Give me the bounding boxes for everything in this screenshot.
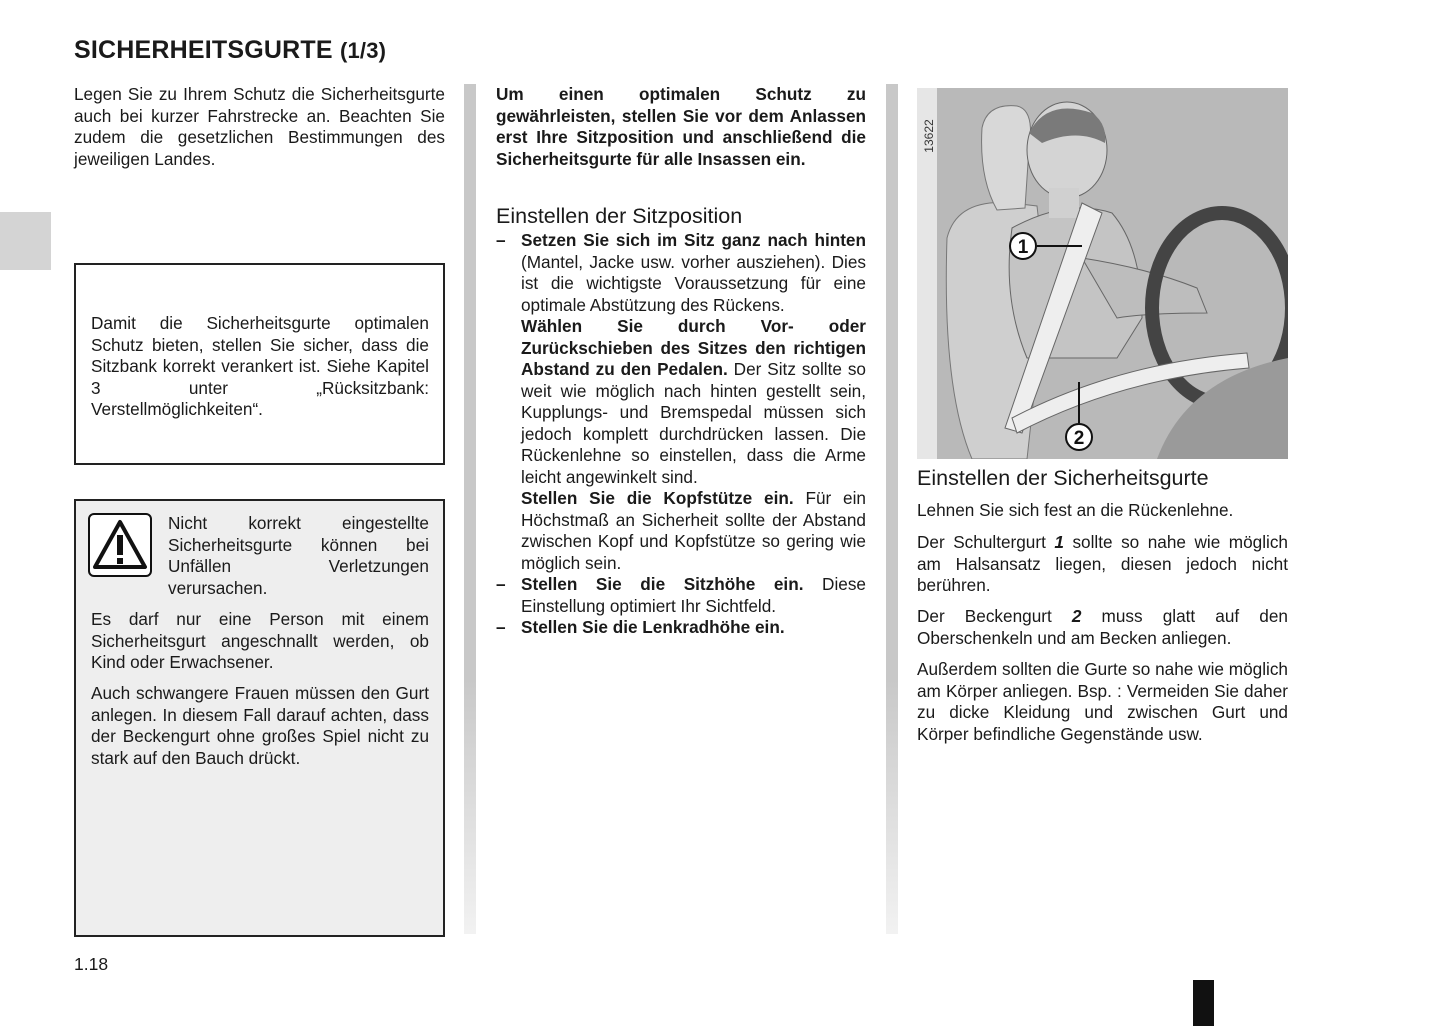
callout-2: 2 bbox=[1073, 428, 1085, 449]
list-dash: – bbox=[496, 574, 506, 594]
list-item-text: Für ein Höchstmaß an Sicherheit sollte der Abstand zwischen Kopf und Kopfstütze so gering wie möglich sein. bbox=[521, 488, 866, 573]
figure-number: 13622 bbox=[922, 119, 936, 153]
warning-triangle-icon bbox=[88, 513, 152, 577]
column-divider bbox=[886, 84, 898, 934]
section-heading-seat-position: Einstellen der Sitzposition bbox=[496, 204, 743, 228]
list-dash: – bbox=[496, 230, 506, 250]
seat-position-list bbox=[496, 230, 866, 639]
page-title-main: SICHERHEITSGURTE bbox=[74, 36, 333, 64]
list-item bbox=[496, 230, 866, 574]
list-item bbox=[496, 574, 866, 617]
text-run: sollte so nahe wie möglich am Halsansatz liegen, diesen jedoch nicht berühren. bbox=[917, 532, 1288, 595]
list-item-bold: Wählen Sie durch Vor- oder Zurückschieben des Sitzes den richtigen Abstand zu den Pedalen. bbox=[521, 316, 866, 379]
list-item-text: Der Sitz sollte so weit wie möglich nach hinten gestellt sein, Kupplungs- und Bremspedal müssen sich jedoch komplett durchdrücken lassen. Die Rückenlehne so einstellen, dass die Arme leicht angewinkelt sind. bbox=[521, 359, 866, 487]
seatbelt-paragraph-3 bbox=[917, 606, 1288, 649]
column-divider bbox=[464, 84, 476, 934]
seatbelt-paragraph-2 bbox=[917, 532, 1288, 597]
warning-text-3: Auch schwangere Frauen müssen den Gurt anlegen. In diesem Fall darauf achten, dass der Beckengurt ohne großes Spiel nicht zu stark auf den Bauch drückt. bbox=[91, 683, 429, 768]
text-run: muss glatt auf den Oberschenkeln und am Becken anliegen. bbox=[917, 606, 1288, 648]
text-run: Der Beckengurt bbox=[917, 606, 1072, 626]
list-item-bold: Stellen Sie die Sitzhöhe ein. bbox=[521, 574, 804, 594]
callout-1: 1 bbox=[1017, 237, 1029, 258]
page-number: 1.18 bbox=[74, 954, 109, 974]
intro-bold-paragraph: Um einen optimalen Schutz zu gewährleisten, stellen Sie vor dem Anlassen erst Ihre Sitzposition und anschließend die Sicherheitsgurte für alle Insassen ein. bbox=[496, 84, 866, 169]
text-run: Der Schultergurt bbox=[917, 532, 1055, 552]
section-heading-seatbelts: Einstellen der Sicherheitsgurte bbox=[917, 466, 1209, 490]
list-item-text: Diese Einstellung optimiert Ihr Sichtfeld. bbox=[521, 574, 866, 616]
seatbelt-paragraph-4: Außerdem sollten die Gurte so nahe wie möglich am Körper anliegen. Bsp. : Vermeiden Sie daher zu dicke Kleidung und zwischen Gurt und Körper befindliche Gegenstände usw. bbox=[917, 659, 1288, 744]
page-title bbox=[74, 36, 386, 65]
seatbelt-illustration bbox=[917, 88, 1288, 459]
list-dash: – bbox=[496, 617, 506, 637]
warning-text-2: Es darf nur eine Person mit einem Sicherheitsgurt angeschnallt werden, ob Kind oder Erwachsener. bbox=[91, 609, 429, 672]
warning-text-1: Nicht korrekt eingestellte Sicherheitsgurte können bei Unfällen Verletzungen verursachen. bbox=[168, 513, 429, 598]
list-item-bold: Setzen Sie sich im Sitz ganz nach hinten bbox=[521, 230, 866, 250]
callout-reference-2: 2 bbox=[1071, 606, 1082, 626]
list-item bbox=[496, 617, 866, 639]
page-title-part: (1/3) bbox=[339, 38, 387, 63]
callout-reference-1: 1 bbox=[1054, 532, 1064, 552]
list-item-text: (Mantel, Jacke usw. vorher ausziehen). Dies ist die wichtigste Voraussetzung für eine optimale Abstützung des Rückens. bbox=[521, 251, 866, 315]
intro-paragraph: Legen Sie zu Ihrem Schutz die Sicherheitsgurte auch bei kurzer Fahrstrecke an. Beachten Sie zudem die gesetzlichen Bestimmungen des jeweiligen Landes. bbox=[74, 84, 445, 169]
chapter-side-tab bbox=[0, 212, 51, 270]
warning-box bbox=[74, 499, 445, 937]
list-item-bold: Stellen Sie die Lenkradhöhe ein. bbox=[521, 617, 785, 637]
seatbelt-paragraph-1: Lehnen Sie sich fest an die Rückenlehne. bbox=[917, 500, 1234, 520]
list-item-bold: Stellen Sie die Kopfstütze ein. bbox=[521, 488, 794, 508]
info-box bbox=[74, 263, 445, 465]
chapter-edge-marker bbox=[1193, 980, 1214, 1026]
info-box-text: Damit die Sicherheitsgurte optimalen Schutz bieten, stellen Sie sicher, dass die Sitzbank korrekt verankert ist. Siehe Kapitel 3 unter „Rücksitzbank: Verstellmöglichkeiten“. bbox=[91, 313, 429, 419]
